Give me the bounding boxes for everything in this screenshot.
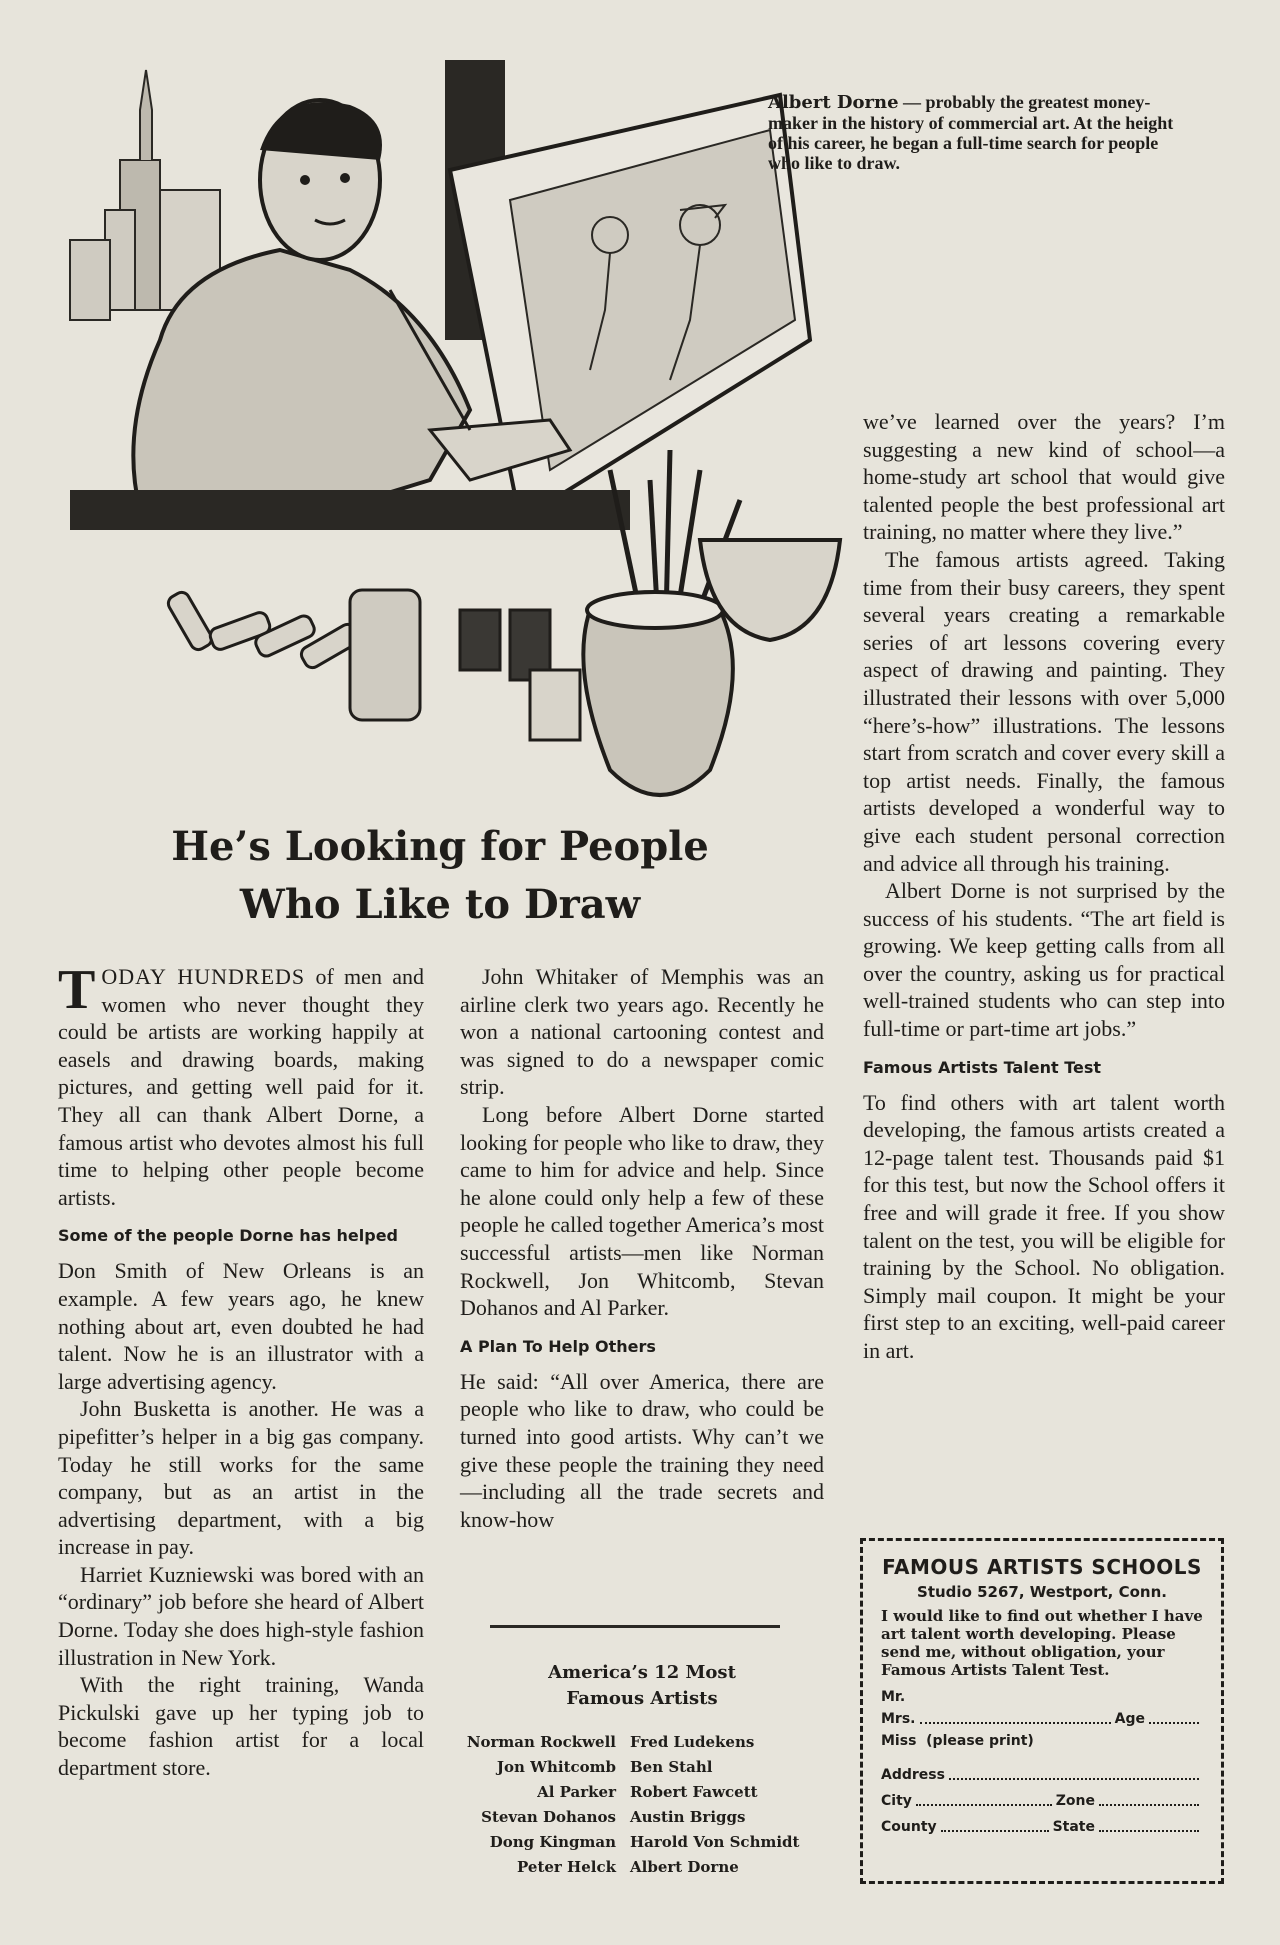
paragraph-don-smith: Don Smith of New Orleans is an example. A few years ago, he knew nothing about art, even doubted he had talent. Now he is an illustrator with a large advertising agency.: [58, 1258, 424, 1394]
artist-name: Ben Stahl: [630, 1758, 713, 1776]
coupon-city-label: City: [881, 1793, 912, 1809]
headline-line-2: Who Like to Draw: [239, 881, 641, 928]
paragraph-continued: we’ve learned over the years? I’m suggesting a new kind of school—a home-study art school that would give talented people the best professional art training, no matter where they live.”: [863, 409, 1225, 545]
paragraph-wanda-pickulski: With the right training, Wanda Pickulski gave up her typing job to become fashion artist for a local department store.: [58, 1672, 424, 1781]
coupon-age-label: Age: [1114, 1711, 1145, 1727]
intro-smallcaps: ODAY HUNDREDS: [101, 964, 306, 989]
column-1: [58, 959, 424, 1782]
artists-title-line-2: Famous Artists: [566, 1688, 718, 1709]
paint-jars: [350, 590, 580, 740]
artist-illustration: [50, 50, 850, 840]
paragraph-not-surprised: Albert Dorne is not surprised by the success of his students. “The art field is growing. We keep getting calls from all over the country, asking us for practical well-trained students who can step into full-time or part-time art jobs.”: [863, 878, 1225, 1042]
artists-title-line-1: America’s 12 Most: [548, 1662, 736, 1683]
artists-list: [450, 1730, 860, 1880]
artist-name: Jon Whitcomb: [496, 1758, 616, 1776]
state-field[interactable]: [1099, 1829, 1199, 1832]
paragraph-talent-test: To find others with art talent worth developing, the famous artists created a 12-page talent test. Thousands paid $1 for this test, but now the School offers it free and will grade it free. If you show talent on the test, you will be eligible for training by the School. No obligation. Simply mail coupon. It might be your first step to an exciting, well-paid career in art.: [863, 1089, 1225, 1363]
subheading-plan: A Plan To Help Others: [460, 1336, 656, 1356]
coupon-county-label: County: [881, 1819, 937, 1835]
mail-coupon[interactable]: [860, 1538, 1224, 1884]
paragraph-john-whitaker: John Whitaker of Memphis was an airline clerk two years ago. Recently he won a national cartooning contest and was signed to do a newspaper comic strip.: [460, 964, 824, 1100]
coupon-title: FAMOUS ARTISTS SCHOOLS: [882, 1555, 1202, 1579]
paragraph-john-busketta: John Busketta is another. He was a pipefitter’s helper in a big gas company. Today he still works for the same company, but as an artist in the advertising department, with a big increase in pay.: [58, 1396, 424, 1560]
coupon-mr-label: Mr.: [881, 1689, 906, 1705]
artist-name: Al Parker: [537, 1783, 616, 1801]
subheading-talent-test: Famous Artists Talent Test: [863, 1057, 1102, 1077]
artists-list-title: [460, 1660, 824, 1712]
artist-name: Norman Rockwell: [466, 1733, 616, 1751]
artist-row: [450, 1780, 860, 1805]
coupon-city-line[interactable]: [881, 1793, 1203, 1809]
coupon-print-note: (please print): [926, 1733, 1034, 1749]
artist-row: [450, 1755, 860, 1780]
address-field[interactable]: [949, 1777, 1199, 1780]
artist-name: Dong Kingman: [489, 1833, 616, 1851]
county-field[interactable]: [941, 1829, 1049, 1832]
caption-name: Albert Dorne: [768, 92, 899, 113]
artist-row: [450, 1855, 860, 1880]
paragraph-he-said: He said: “All over America, there are people who like to draw, who could be turned into good artists. Why can’t we give these people the training they need—including all the trade secrets and know-how: [460, 1368, 824, 1532]
paragraph-long-before: Long before Albert Dorne started looking for people who like to draw, they came to him for advice and help. Since he alone could only help a few of these people he called together America’s most successful artists—men like Norman Rockwell, Jon Whitcomb, Stevan Dohanos and Al Parker.: [460, 1101, 824, 1321]
coupon-miss-label: Miss: [881, 1733, 917, 1749]
artist-name: Austin Briggs: [630, 1808, 746, 1826]
intro-paragraph: [58, 959, 424, 1211]
city-field[interactable]: [916, 1803, 1052, 1806]
work-table: [70, 490, 630, 530]
name-field[interactable]: [920, 1721, 1111, 1724]
artist-name: Fred Ludekens: [630, 1733, 755, 1751]
coupon-address-line[interactable]: [881, 1767, 1203, 1783]
artist-name: Robert Fawcett: [630, 1783, 758, 1801]
artist-name: Stevan Dohanos: [481, 1808, 616, 1826]
coupon-body: I would like to find out whether I have art talent worth developing. Please send me, without obligation, your Famous Artists Talent Test.: [881, 1607, 1203, 1679]
artist-row: [450, 1830, 860, 1855]
age-field[interactable]: [1149, 1721, 1199, 1724]
artist-row: [450, 1805, 860, 1830]
artist-row: [450, 1730, 860, 1755]
drop-cap: T: [58, 959, 96, 1021]
coupon-address-label: Address: [881, 1767, 945, 1783]
subheading-people-helped: Some of the people Dorne has helped: [58, 1226, 398, 1246]
paragraph-harriet-kuzniewski: Harriet Kuzniewski was bored with an “ordinary” job before she heard of Albert Dorne. Today she does high-style fashion illustration in New York.: [58, 1561, 424, 1670]
paragraph-artists-agreed: The famous artists agreed. Taking time from their busy careers, they spent several years creating a remarkable series of art lessons covering every aspect of drawing and painting. They illustrated their lessons with over 5,000 “here’s-how” illustrations. The lessons start from scratch and cover every skill a top artist needs. Finally, the famous artists developed a wonderful way to give each student personal correction and advice all through his training.: [863, 546, 1225, 876]
coupon-mrs-label: Mrs.: [881, 1711, 916, 1727]
column-2: [460, 963, 824, 1533]
column-3: [863, 408, 1225, 1365]
coupon-miss-line[interactable]: [881, 1733, 1203, 1749]
artist-name: Peter Helck: [517, 1858, 616, 1876]
artist-name: Albert Dorne: [630, 1858, 739, 1876]
intro-text: of men and women who never thought they could be artists are working happily at easels and drawing boards, making pictures, and getting well paid for it. They all can thank Albert Dorne, a famous artist who devotes almost his full time to helping other people become artists.: [58, 964, 424, 1210]
coupon-mrs-line[interactable]: [881, 1711, 1203, 1727]
caption-text: — probably the greatest money-maker in the history of commercial art. At the height of his career, he began a full-time search for people who like to draw.: [768, 92, 1174, 173]
coupon-mr-line[interactable]: [881, 1689, 1203, 1705]
zone-field[interactable]: [1099, 1803, 1199, 1806]
coupon-zone-label: Zone: [1055, 1793, 1095, 1809]
divider-rule: [490, 1625, 780, 1628]
coupon-studio: Studio 5267, Westport, Conn.: [917, 1583, 1167, 1601]
headline-line-1: He’s Looking for People: [171, 823, 709, 870]
headline: [80, 818, 800, 934]
coupon-state-label: State: [1052, 1819, 1095, 1835]
paint-tubes: [165, 590, 361, 671]
coupon-county-line[interactable]: [881, 1819, 1203, 1835]
artist-name: Harold Von Schmidt: [630, 1833, 800, 1851]
illustration-caption: [768, 92, 1188, 173]
